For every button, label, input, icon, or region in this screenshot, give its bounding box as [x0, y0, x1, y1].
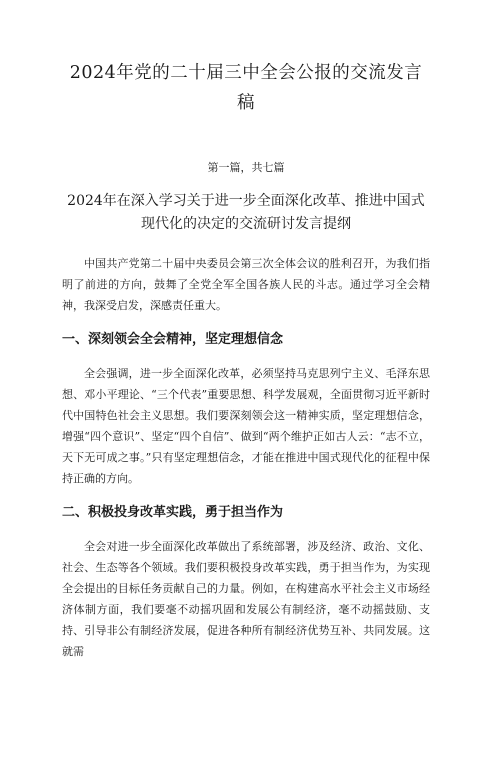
section-heading-2: 二、积极投身改革实践，勇于担当作为	[62, 505, 284, 520]
section-heading-1: 一、深刻领会全会精神，坚定理想信念	[62, 332, 284, 347]
article-title: 2024年在深入学习关于进一步全面深化改革、推进中国式现代化的决定的交流研讨发言提纲	[67, 193, 425, 232]
document-page	[0, 58, 500, 765]
intro-paragraph: 中国共产党第二十届中央委员会第三次全体会议的胜利召开，为我们指明了前进的方向，鼓舞了全党全军全国各族人民的斗志。通过学习全会精神，我深受启发，深感责任重大。	[62, 257, 430, 312]
document-title: 2024年党的二十届三中全会公报的交流发言稿	[69, 63, 423, 113]
article-index: 第一篇，共七篇	[207, 161, 285, 174]
section-body-2: 全会对进一步全面深化改革做出了系统部署，涉及经济、政治、文化、社会、生态等各个领域。我们要积极投身改革实践，勇于担当作为，为实现全会提出的目标任务贡献自己的力量。例如，在构建高水平社会主义市场经济体制方面，我们要毫不动摇巩固和发展公有制经济，毫不动摇鼓励、支持、引导非公有制经济发展，促进各种所有制经济优势互补、共同发展。这就需	[62, 540, 430, 658]
section-body-1: 全会强调，进一步全面深化改革，必须坚持马克思列宁主义、毛泽东思想、邓小平理论、“三个代表”重要思想、科学发展观，全面贯彻习近平新时代中国特色社会主义思想。我们要深刻领会这一精神实质，坚定理想信念，增强“四个意识”、坚定“四个自信”、做到“两个维护正如古人云：“志不立，天下无可成之事。”只有坚定理想信念，才能在推进中国式现代化的征程中保持正确的方向。	[62, 367, 430, 485]
